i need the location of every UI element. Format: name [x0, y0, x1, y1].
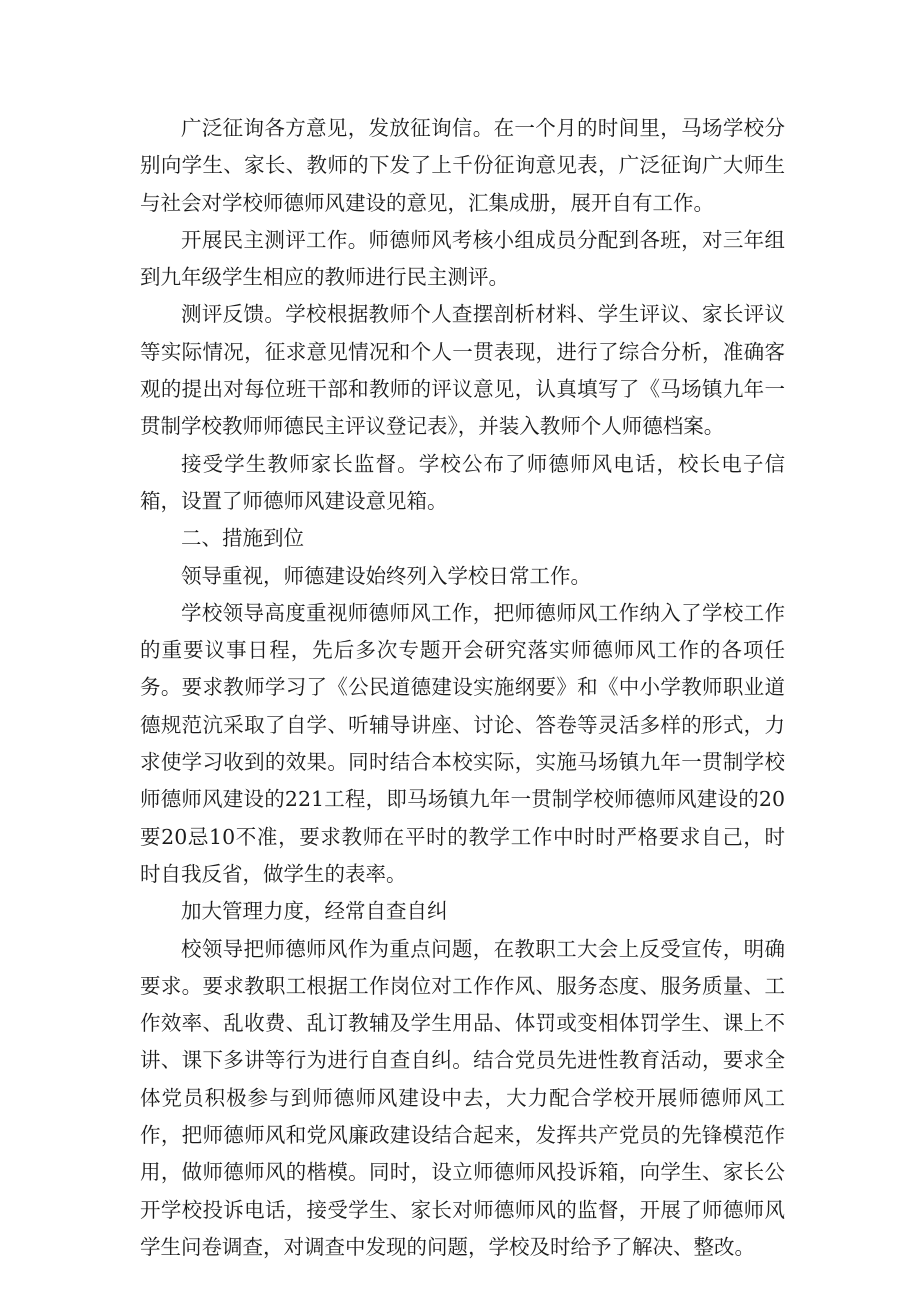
paragraph-self-inspection: 校领导把师德师风作为重点问题，在教职工大会上反受宣传，明确要求。要求教职工根据工作岗位对工作作风、服务态度、服务质量、工作效率、乱收费、乱订教辅及学生用品、体罚或变相体罚学生、课上不讲、课下多讲等行为进行自查自纠。结合党员先进性教育活动，要求全体党员积极参与到师德师风建设中去，大力配合学校开展师德师风工作，把师德师风和党风廉政建设结合起来，发挥共产党员的先锋模范作用，做师德师风的楷模。同时，设立师德师风投诉箱，向学生、家长公开学校投诉电话，接受学生、家长对师德师风的监督，开展了师德师风学生问卷调查，对调查中发现的问题，学校及时给予了解决、整改。: [140, 936, 785, 1259]
subheading-management: 加大管理力度，经常自查自纠: [181, 899, 448, 924]
paragraph-accept-supervision: 接受学生教师家长监督。学校公布了师德师风电话，校长电子信箱，设置了师德师风建设意见箱。: [140, 451, 785, 513]
paragraph-democratic-evaluation: 开展民主测评工作。师德师风考核小组成员分配到各班，对三年组到九年级学生相应的教师进行民主测评。: [140, 227, 785, 290]
paragraph-leadership-details: 学校领导高度重视师德师风工作，把师德师风工作纳入了学校工作的重要议事日程，先后多次专题开会研究落实师德师风工作的各项任务。要求教师学习了《公民道德建设实施纲要》和《中小学教师职业道德规范沆采取了自学、听辅导讲座、讨论、答卷等灵活多样的形式，力求使学习收到的效果。同时结合本校实际，实施马场镇九年一贯制学校师德师风建设的221工程，即马场镇九年一贯制学校师德师风建设的20要20忌10不准，要求教师在平时的教学工作中时时严格要求自己，时时自我反省，做学生的表率。: [140, 600, 785, 886]
paragraph-evaluation-feedback: 测评反馈。学校根据教师个人查摆剖析材料、学生评议、家长评议等实际情况，征求意见情况和个人一贯表现，进行了综合分析，准确客观的提出对每位班干部和教师的评议意见，认真填写了《马场镇九年一贯制学校教师师德民主评议登记表》，并装入教师个人师德档案。: [140, 302, 785, 439]
paragraph-leadership-attention: 领导重视，师德建设始终列入学校日常工作。: [181, 563, 591, 588]
paragraph-solicit-opinions: 广泛征询各方意见，发放征询信。在一个月的时间里，马场学校分别向学生、家长、教师的下发了上千份征询意见表，广泛征询广大师生与社会对学校师德师风建设的意见，汇集成册，展开自有工作。: [140, 116, 785, 215]
section-heading-measures: 二、措施到位: [181, 526, 304, 551]
